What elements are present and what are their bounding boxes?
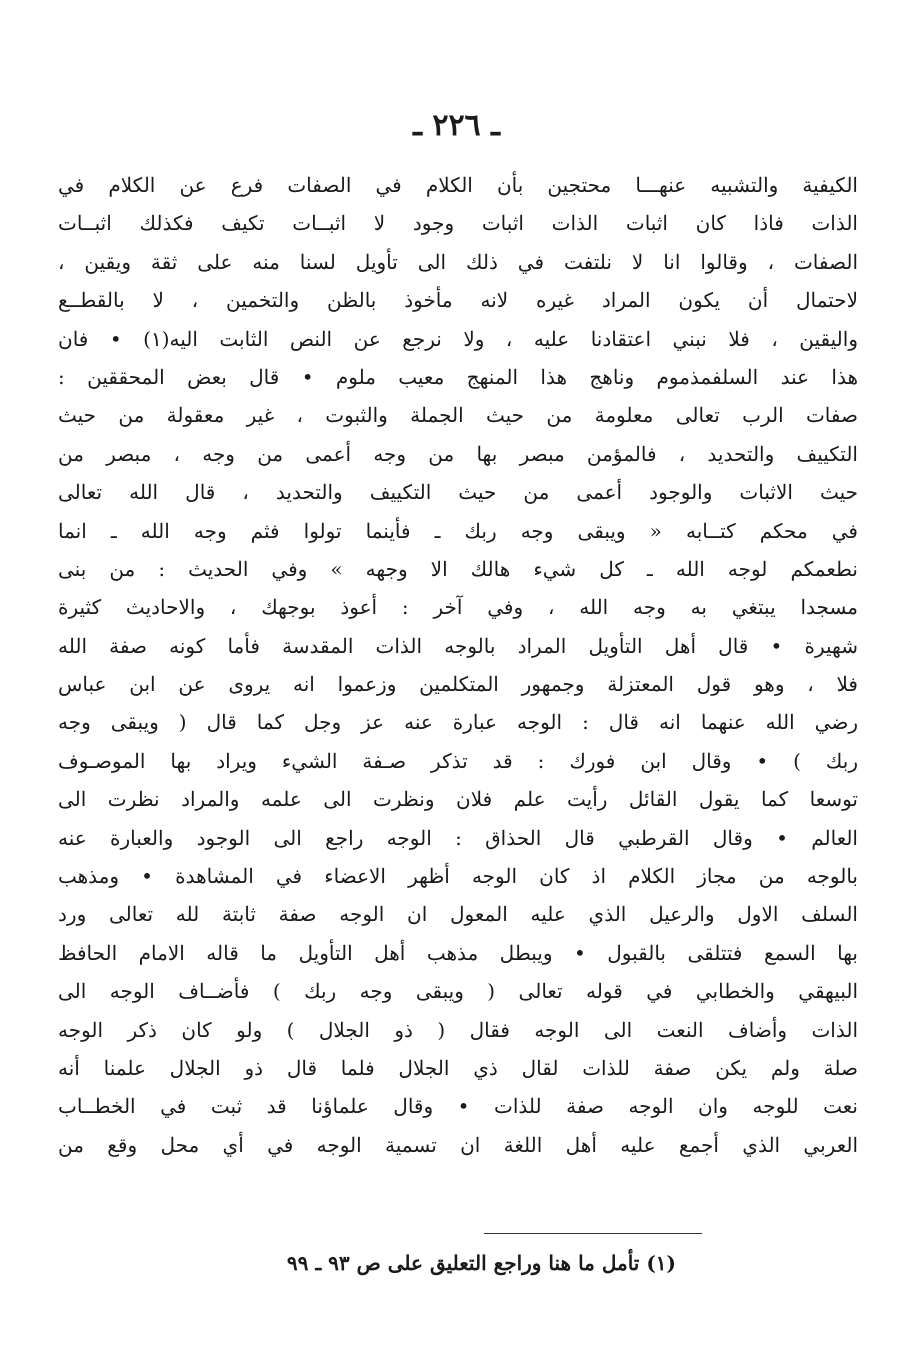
text-line: هذا عند السلفمذموم وناهج هذا المنهج معيب ملوم • قال بعض المحققين : [58,364,858,389]
body-text [58,166,858,1164]
text-line: العربي الذي أجمع عليه أهل اللغة ان تسمية الوجه في أي محل وقع من [58,1132,858,1157]
text-line: واليقين ، فلا نبني اعتقادنا عليه ، ولا نرجع عن النص الثابت اليه(١) • فان [58,326,858,351]
text-line: نعت للوجه وان الوجه صفة للذات • وقال علماؤنا قد ثبت في الخطــاب [58,1094,858,1119]
text-line: ربك ) • وقال ابن فورك : قد تذكر صـفة الشيء ويراد بها الموصـوف [58,748,858,773]
text-line: التكييف والتحديد ، فالمؤمن مبصر بها من وجه أعمى من وجه ، مبصر من [58,441,858,466]
text-line: صفات الرب تعالى معلومة من حيث الجملة والثبوت ، غير معقولة من حيث [58,403,858,428]
text-line: توسعا كما يقول القائل رأيت علم فلان ونظرت الى علمه والمراد نظرت الى [58,787,858,812]
text-line: الذات وأضاف النعت الى الوجه فقال ( ذو الجلال ) ولو كان ذكر الوجه [58,1017,858,1042]
text-line: فلا ، وهو قول المعتزلة وجمهور المتكلمين وزعموا انه يروى عن ابن عباس [58,672,858,697]
text-line: في محكم كتــابه « ويبقى وجه ربك ـ فأينما تولوا فثم وجه الله ـ انما [58,518,858,543]
footnote: (١) تأمل ما هنا وراجع التعليق على ص ٩٣ ـ ٩٩ [286,1251,676,1275]
text-line: مسجدا يبتغي به وجه الله ، وفي آخر : أعوذ بوجهك ، والاحاديث كثيرة [58,595,858,620]
text-line: الصفات ، وقالوا انا لا نلتفت في ذلك الى تأويل لسنا منه على ثقة ويقين ، [58,249,858,274]
footnote-divider [484,1233,702,1234]
text-line: الكيفية والتشبيه عنهـــا محتجين بأن الكلام في الصفات فرع عن الكلام في [58,173,858,197]
text-line: لاحتمال أن يكون المراد غيره لانه مأخوذ بالظن والتخمين ، لا بالقطــع [58,288,858,313]
text-line: صلة ولم يكن صفة للذات لقال ذي الجلال فلما قال ذو الجلال علمنا أنه [58,1055,858,1080]
text-line: شهيرة • قال أهل التأويل المراد بالوجه الذات المقدسة فأما كونه صفة الله [58,633,858,658]
text-line: الذات فاذا كان اثبات الذات اثبات وجود لا اثبــات تكيف فكذلك اثبــات [58,211,858,236]
text-line: بها السمع فتتلقى بالقبول • ويبطل مذهب أهل التأويل ما قاله الامام الحافظ [58,940,858,965]
text-line: العالم • وقال القرطبي قال الحذاق : الوجه راجع الى الوجود والعبارة عنه [58,825,858,850]
text-line: البيهقي والخطابي في قوله تعالى ( ويبقى وجه ربك ) فأضــاف الوجه الى [58,979,858,1004]
text-line: بالوجه من مجاز الكلام اذ كان الوجه أظهر الاعضاء في المشاهدة • ومذهب [58,864,858,889]
text-line: السلف الاول والرعيل الذي عليه المعول ان الوجه صفة ثابتة لله تعالى ورد [58,902,858,927]
text-line: نطعمكم لوجه الله ـ كل شيء هالك الا وجهه » وفي الحديث : من بنى [58,556,858,581]
text-line: حيث الاثبات والوجود أعمى من حيث التكييف والتحديد ، قال الله تعالى [58,480,858,505]
page-number: ـ ٢٢٦ ـ [413,108,500,143]
text-line: رضي الله عنهما انه قال : الوجه عبارة عنه عز وجل كما قال ( ويبقى وجه [58,710,858,735]
